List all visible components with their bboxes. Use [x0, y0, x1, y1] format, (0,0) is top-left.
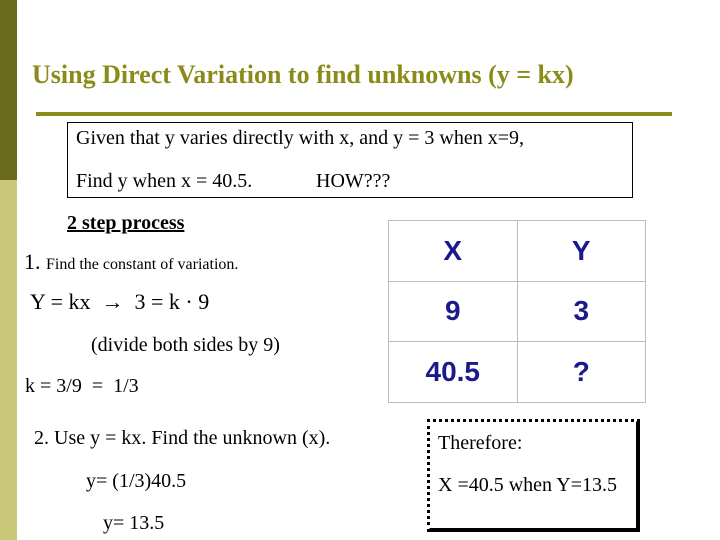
how-prompt: HOW??? — [316, 170, 391, 192]
conclusion-label: Therefore: — [438, 432, 523, 454]
given-statement: Given that y varies directly with x, and y = 3 when x=9, — [76, 127, 525, 149]
step-one-text: Find the constant of variation. — [46, 256, 239, 273]
substitution: y= (1/3)40.5 — [86, 470, 187, 492]
divide-note: (divide both sides by 9) — [91, 334, 280, 356]
conclusion-text: X =40.5 when Y=13.5 — [438, 474, 618, 496]
step-two: 2. Use y = kx. Find the unknown (x). — [34, 427, 331, 449]
table-header-x: X — [389, 221, 518, 282]
sidebar-accent-light — [0, 180, 17, 540]
slide-title: Using Direct Variation to find unknowns (y = kx) — [32, 60, 574, 89]
table-header-y: Y — [517, 221, 646, 282]
step-one — [24, 249, 238, 275]
xy-table — [388, 220, 646, 403]
table-row — [389, 281, 646, 342]
result: y= 13.5 — [103, 512, 165, 534]
title-underline — [36, 112, 672, 116]
given-box — [67, 122, 633, 198]
table-cell: ? — [517, 342, 646, 403]
table-cell: 3 — [517, 281, 646, 342]
table-row — [389, 342, 646, 403]
sidebar-accent-dark — [0, 0, 17, 180]
find-statement: Find y when x = 40.5. — [76, 170, 253, 192]
table-cell: 9 — [389, 281, 518, 342]
process-heading: 2 step process — [67, 212, 185, 234]
equation: Y = kx → 3 = k · 9 — [30, 289, 210, 314]
k-value: k = 3/9 = 1/3 — [25, 375, 139, 397]
table-cell: 40.5 — [389, 342, 518, 403]
table-header-row — [389, 221, 646, 282]
conclusion-box — [427, 419, 640, 532]
step-one-number: 1. — [24, 249, 41, 274]
